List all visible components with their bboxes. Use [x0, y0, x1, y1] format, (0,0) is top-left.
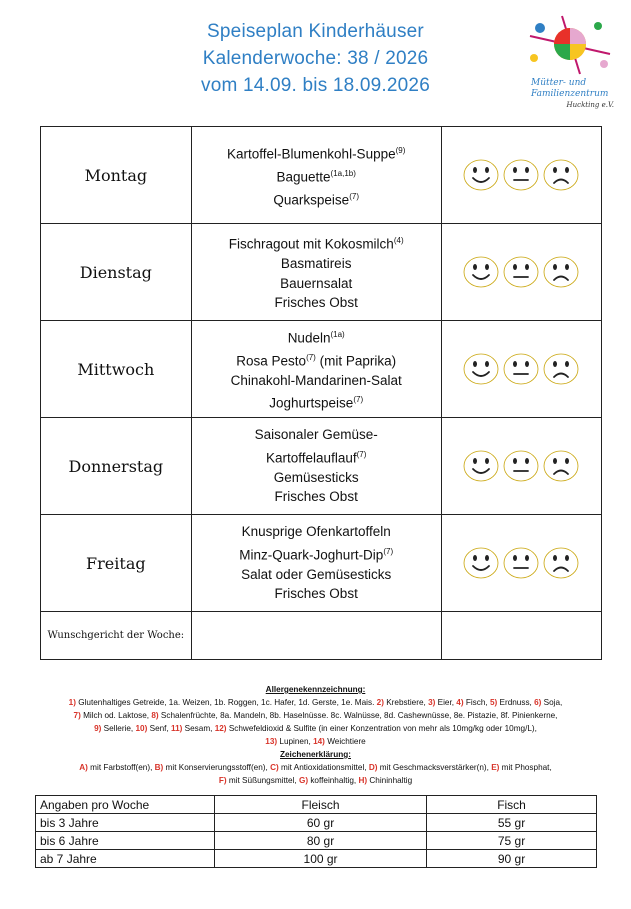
neutral-face-icon[interactable] — [502, 546, 540, 580]
day-name: Freitag — [41, 515, 192, 612]
neutral-face-icon[interactable] — [502, 255, 540, 289]
dish-item: Frisches Obst — [274, 489, 358, 505]
dish-list — [191, 321, 441, 418]
symbol-line: F) mit Süßungsmittel, G) koffeinhaltig, H) Chininhaltig — [218, 776, 413, 785]
dish-item: Bauernsalat — [280, 275, 353, 291]
symbol-lines — [30, 761, 601, 787]
rating-cell — [441, 515, 601, 612]
day-name: Montag — [41, 127, 192, 224]
dish-item: Nudeln$^{(1a)}$ — [287, 329, 345, 346]
dish-list — [191, 515, 441, 612]
sad-face-icon[interactable] — [542, 158, 580, 192]
menu-title: Speiseplan Kinderhäuser — [207, 21, 424, 42]
happy-face-icon[interactable] — [462, 449, 500, 483]
dish-list — [191, 418, 441, 515]
logo-text — [531, 78, 626, 111]
dish-item: Fischragout mit Kokosmilch$^{(4)}$ — [228, 236, 404, 252]
dish-item: Salat oder Gemüsesticks — [241, 566, 392, 582]
dish-item: Joghurtspeise$^{(7)}$ — [269, 395, 364, 411]
sad-face-icon[interactable] — [542, 546, 580, 580]
logo-line-1: Mütter- und — [531, 78, 587, 88]
portion-header-row — [36, 796, 597, 814]
sad-face-icon[interactable] — [542, 352, 580, 386]
wish-dish-cell[interactable] — [191, 612, 441, 660]
portion-table — [35, 795, 597, 868]
dish-item: Kartoffel-Blumenkohl-Suppe$^{(9)}$ — [227, 145, 406, 161]
allergen-lines — [30, 696, 601, 748]
wish-row — [41, 612, 602, 660]
dish-item: Chinakohl-Mandarinen-Salat — [230, 372, 402, 388]
logo-line-3: Huckting e.V. — [566, 101, 614, 109]
symbol-line: A) mit Farbstoff(en), B) mit Konservierungsstoff(en), C) mit Antioxidationsmittel, D) mit Geschmacksverstärker(n), E) mit Phosphat, — [79, 763, 552, 772]
portion-row — [36, 832, 597, 850]
logo-line-2: Familienzentrum — [531, 89, 609, 99]
day-row — [41, 321, 602, 418]
fish-amount: Fisch — [427, 796, 597, 814]
rating-cell — [441, 321, 601, 418]
day-name: Dienstag — [41, 224, 192, 321]
allergen-code: (1a) — [330, 329, 345, 339]
allergen-line: 9) Sellerie, 10) Senf, 11) Sesam, 12) Schwefeldioxid & Sulfite (in einer Konzentration von mehr als 10mg/kg oder 10mg/L), — [94, 724, 537, 733]
fish-amount: 75 gr — [427, 832, 597, 850]
allergen-title: Allergenekennzeichnung: — [265, 685, 366, 694]
portion-row — [36, 814, 597, 832]
allergen-line: 7) Milch od. Laktose, 8) Schalenfrüchte, 8a. Mandeln, 8b. Haselnüsse. 8c. Walnüsse, 8d. Cashewnüsse, 8e. Pistazie, 8f. Pinienkerne, — [73, 711, 558, 720]
sad-face-icon[interactable] — [542, 449, 580, 483]
happy-face-icon[interactable] — [462, 255, 500, 289]
allergen-code: (1a,1b) — [330, 168, 356, 178]
allergen-code: (7) — [353, 395, 364, 405]
allergen-title-text: Allergenekennzeichnung — [265, 685, 363, 694]
age-group: Angaben pro Woche — [36, 796, 215, 814]
day-row — [41, 515, 602, 612]
neutral-face-icon[interactable] — [502, 449, 540, 483]
dish-item: Rosa Pesto$^{(7)}$ (mit Paprika) — [236, 352, 397, 369]
portion-row — [36, 850, 597, 868]
meat-amount: Fleisch — [215, 796, 427, 814]
wish-rating-cell — [441, 612, 601, 660]
dish-item: Baguette$^{(1a,1b)}$ — [276, 168, 356, 184]
fish-amount: 55 gr — [427, 814, 597, 832]
date-range: vom 14.09. bis 18.09.2026 — [201, 75, 430, 96]
symbols-title: Zeichenerklärung: — [280, 750, 351, 759]
day-name: Donnerstag — [41, 418, 192, 515]
happy-face-icon[interactable] — [462, 158, 500, 192]
day-name: Mittwoch — [41, 321, 192, 418]
sad-face-icon[interactable] — [542, 255, 580, 289]
dish-item: Frisches Obst — [274, 586, 358, 602]
age-group: ab 7 Jahre — [36, 850, 215, 868]
day-row — [41, 127, 602, 224]
dish-item: Basmatireis — [280, 256, 352, 272]
calendar-week: Kalenderwoche: 38 / 2026 — [202, 48, 429, 69]
neutral-face-icon[interactable] — [502, 352, 540, 386]
dish-item: Minz-Quark-Joghurt-Dip$^{(7)}$ — [239, 546, 394, 563]
allergen-code: (7) — [356, 449, 367, 459]
rating-cell — [441, 224, 601, 321]
weekly-menu-table — [40, 126, 602, 660]
meat-amount: 100 gr — [215, 850, 427, 868]
happy-face-icon[interactable] — [462, 352, 500, 386]
allergen-code: (9) — [395, 145, 406, 155]
rating-cell — [441, 418, 601, 515]
day-row — [41, 224, 602, 321]
happy-face-icon[interactable] — [462, 546, 500, 580]
day-row — [41, 418, 602, 515]
dish-item: Kartoffelauflauf$^{(7)}$ — [266, 449, 367, 466]
allergen-line: 1) Glutenhaltiges Getreide, 1a. Weizen, 1b. Roggen, 1c. Hafer, 1d. Gerste, 1e. Mais. 2) Krebstiere, 3) Eier, 4) Fisch, 5) Erdnuss, 6) Soja, — [68, 698, 563, 707]
fish-amount: 90 gr — [427, 850, 597, 868]
allergen-code: (7) — [306, 352, 316, 362]
allergen-legend — [30, 683, 601, 787]
rating-cell — [441, 127, 601, 224]
allergen-code: (4) — [393, 236, 404, 246]
dish-item: Knusprige Ofenkartoffeln — [241, 524, 391, 540]
allergen-line: 13) Lupinen, 14) Weichtiere — [265, 737, 366, 746]
allergen-code: (7) — [383, 546, 394, 556]
dish-list — [191, 127, 441, 224]
dish-item: Saisonaler Gemüse- — [254, 427, 378, 443]
meat-amount: 80 gr — [215, 832, 427, 850]
dish-item: Quarkspeise$^{(7)}$ — [273, 191, 359, 207]
neutral-face-icon[interactable] — [502, 158, 540, 192]
age-group: bis 6 Jahre — [36, 832, 215, 850]
symbols-title-text: Zeichenerklärung — [280, 750, 349, 759]
wish-label: Wunschgericht der Woche: — [41, 612, 192, 660]
age-group: bis 3 Jahre — [36, 814, 215, 832]
dish-item: Gemüsesticks — [273, 469, 359, 485]
allergen-code: (7) — [349, 191, 359, 201]
dish-list — [191, 224, 441, 321]
dish-item: Frisches Obst — [274, 295, 358, 311]
meat-amount: 60 gr — [215, 814, 427, 832]
